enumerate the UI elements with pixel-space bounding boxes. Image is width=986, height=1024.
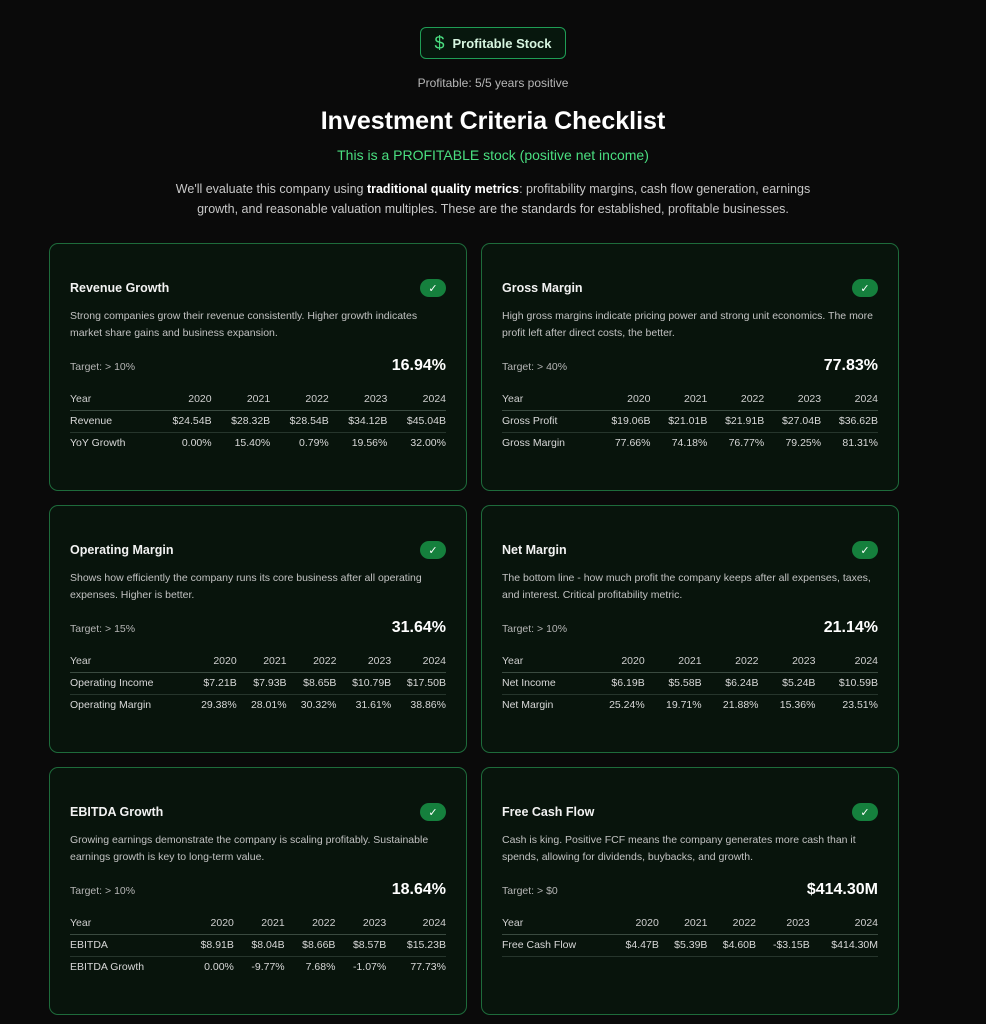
table-header-cell: 2023 <box>764 388 821 410</box>
table-header-cell: Year <box>502 912 610 934</box>
table-header-cell: 2023 <box>759 650 816 672</box>
card-title: Net Margin <box>502 543 567 557</box>
table-cell: EBITDA Growth <box>70 961 145 974</box>
target-label: Target: > 40% <box>502 361 568 373</box>
target-label: Target: > 10% <box>502 623 568 635</box>
criteria-card-ebitda-growth <box>49 767 467 1015</box>
card-title: Operating Margin <box>70 543 174 557</box>
table-cell: Revenue <box>70 410 153 432</box>
table-cell: Net Margin <box>502 699 554 712</box>
table-row <box>502 694 878 716</box>
table-cell: Net Income <box>502 672 588 694</box>
target-label: Target: > $0 <box>502 885 558 897</box>
card-title: EBITDA Growth <box>70 805 164 819</box>
table-cell: 31.61% <box>355 699 392 712</box>
table-cell: $24.54B <box>153 410 212 432</box>
profitable-stock-badge <box>420 27 567 59</box>
card-description: The bottom line - how much profit the company keeps after all expenses, taxes, and interest. Critical profitability metric. <box>502 572 871 601</box>
table-cell: 0.00% <box>204 961 234 974</box>
metric-table <box>502 650 878 716</box>
table-row <box>70 956 446 978</box>
table-cell: Operating Margin <box>70 699 152 712</box>
criteria-card-revenue-growth <box>49 243 467 491</box>
check-icon: ✓ <box>420 803 446 821</box>
check-icon: ✓ <box>420 279 446 297</box>
card-title: Free Cash Flow <box>502 805 595 819</box>
table-header-cell: 2020 <box>187 650 237 672</box>
table-header-cell: 2022 <box>270 388 329 410</box>
target-label: Target: > 15% <box>70 623 136 635</box>
table-cell: $6.24B <box>702 672 759 694</box>
target-row <box>70 619 446 637</box>
table-cell: $10.59B <box>815 672 878 694</box>
card-header <box>70 802 446 822</box>
table-cell: $7.93B <box>237 672 287 694</box>
table-cell: $4.60B <box>707 934 756 956</box>
check-icon: ✓ <box>852 541 878 559</box>
card-description: Cash is king. Positive FCF means the company generates more cash than it spends, allowing for dividends, buybacks, and growth. <box>502 834 856 863</box>
table-cell: 29.38% <box>201 699 237 712</box>
table-header-cell: 2020 <box>153 388 212 410</box>
table-cell: 15.36% <box>779 699 816 712</box>
table-header-cell: 2022 <box>702 650 759 672</box>
table-cell: $19.06B <box>594 410 651 432</box>
metric-value: 21.14% <box>823 619 878 636</box>
table-cell: $414.30M <box>810 934 878 956</box>
table-row <box>70 934 446 956</box>
table-header-cell: 2024 <box>391 650 446 672</box>
target-row <box>502 881 878 899</box>
table-cell: 28.01% <box>250 699 287 712</box>
table-cell: $15.23B <box>386 934 446 956</box>
metric-value: 77.83% <box>823 357 878 374</box>
table-header-cell: 2024 <box>386 912 446 934</box>
table-cell: $17.50B <box>391 672 446 694</box>
table-header-cell: 2020 <box>594 388 651 410</box>
table-header-row <box>70 388 446 410</box>
badge-label: Profitable Stock <box>452 35 552 51</box>
table-cell: 25.24% <box>609 699 645 712</box>
table-cell: $21.91B <box>707 410 764 432</box>
dollar-icon: $ <box>434 32 445 53</box>
table-cell: 15.40% <box>234 437 271 450</box>
table-cell: 19.56% <box>351 437 388 450</box>
table-row <box>502 432 878 454</box>
table-header-cell: 2021 <box>659 912 708 934</box>
table-cell: Free Cash Flow <box>502 934 610 956</box>
table-cell: $6.19B <box>588 672 645 694</box>
criteria-card-net-margin <box>481 505 899 753</box>
check-icon: ✓ <box>852 803 878 821</box>
card-header <box>502 802 878 822</box>
profitability-subtitle: Profitable: 5/5 years positive <box>417 76 569 90</box>
table-cell: Gross Profit <box>502 410 594 432</box>
table-header-cell: Year <box>70 388 153 410</box>
table-cell: $45.04B <box>387 410 446 432</box>
table-header-cell: 2024 <box>815 650 878 672</box>
table-cell: $4.47B <box>610 934 659 956</box>
metric-value: $414.30M <box>806 881 878 898</box>
target-row <box>70 357 446 375</box>
table-header-cell: Year <box>70 650 187 672</box>
table-header-row <box>70 912 446 934</box>
table-row <box>70 672 446 694</box>
table-cell: $8.66B <box>285 934 336 956</box>
table-cell: $8.65B <box>287 672 337 694</box>
table-header-cell: 2024 <box>387 388 446 410</box>
table-cell: Gross Margin <box>502 437 566 450</box>
table-cell: 38.86% <box>410 699 446 712</box>
table-header-cell: 2021 <box>212 388 271 410</box>
table-cell: $27.04B <box>764 410 821 432</box>
table-header-cell: Year <box>502 388 594 410</box>
table-header-cell: Year <box>70 912 183 934</box>
table-cell: 74.18% <box>671 437 708 450</box>
table-cell: 23.51% <box>842 699 878 712</box>
card-header <box>502 278 878 298</box>
table-cell: 77.66% <box>614 437 651 450</box>
target-row <box>502 357 878 375</box>
table-header-cell: 2020 <box>610 912 659 934</box>
table-cell: $5.24B <box>759 672 816 694</box>
table-cell: -$3.15B <box>756 934 810 956</box>
page-title: Investment Criteria Checklist <box>320 107 666 135</box>
table-cell: $28.54B <box>270 410 329 432</box>
table-header-cell: 2023 <box>756 912 810 934</box>
table-header-cell: 2020 <box>183 912 234 934</box>
table-cell: $34.12B <box>329 410 388 432</box>
table-row <box>502 672 878 694</box>
table-cell: 7.68% <box>305 961 336 974</box>
table-cell: YoY Growth <box>70 437 126 450</box>
table-header-cell: 2022 <box>707 388 764 410</box>
card-header <box>70 540 446 560</box>
table-cell: -9.77% <box>251 961 285 974</box>
table-cell: $8.04B <box>234 934 285 956</box>
table-header-row <box>502 912 878 934</box>
table-cell: $10.79B <box>336 672 391 694</box>
intro-text-end: : profitability margins, cash flow generation, earnings growth, and reasonable valuation multiples. These are the standards for established, profitable businesses. <box>197 182 811 216</box>
table-row <box>70 432 446 454</box>
table-row <box>70 410 446 432</box>
table-row <box>502 410 878 432</box>
table-header-cell: 2022 <box>287 650 337 672</box>
table-cell: Operating Income <box>70 672 187 694</box>
page-header <box>0 0 986 219</box>
table-cell: EBITDA <box>70 934 183 956</box>
card-header <box>502 540 878 560</box>
metric-table <box>502 388 878 454</box>
table-cell: $8.57B <box>335 934 386 956</box>
table-cell: 19.71% <box>665 699 702 712</box>
criteria-card-gross-margin <box>481 243 899 491</box>
table-header-cell: Year <box>502 650 588 672</box>
metric-table <box>70 650 446 716</box>
metric-value: 31.64% <box>391 619 446 636</box>
table-cell: 32.00% <box>410 437 446 450</box>
profit-status-line: This is a PROFITABLE stock (positive net income) <box>337 147 649 163</box>
target-row <box>70 881 446 899</box>
table-cell: $7.21B <box>187 672 237 694</box>
criteria-grid <box>49 243 899 1015</box>
table-row <box>70 694 446 716</box>
table-cell: $28.32B <box>212 410 271 432</box>
table-cell: $8.91B <box>183 934 234 956</box>
criteria-card-free-cash-flow <box>481 767 899 1015</box>
metric-table <box>70 912 446 978</box>
table-header-cell: 2020 <box>588 650 645 672</box>
intro-text-start: We'll evaluate this company using <box>175 182 367 196</box>
table-header-cell: 2021 <box>645 650 702 672</box>
table-cell: $21.01B <box>650 410 707 432</box>
table-cell: 21.88% <box>722 699 759 712</box>
table-cell: 76.77% <box>728 437 765 450</box>
table-header-cell: 2022 <box>707 912 756 934</box>
card-description: Shows how efficiently the company runs its core business after all operating expenses. Higher is better. <box>70 572 422 601</box>
table-cell: 30.32% <box>300 699 337 712</box>
table-cell: 0.79% <box>298 437 329 450</box>
table-cell: $36.62B <box>821 410 878 432</box>
table-cell: $5.39B <box>659 934 708 956</box>
table-cell: -1.07% <box>352 961 387 974</box>
table-header-cell: 2022 <box>285 912 336 934</box>
card-description: High gross margins indicate pricing power and strong unit economics. The more profit left after direct costs, the better. <box>502 310 873 339</box>
target-label: Target: > 10% <box>70 885 136 897</box>
table-row <box>502 934 878 956</box>
card-title: Gross Margin <box>502 281 583 295</box>
table-header-cell: 2024 <box>821 388 878 410</box>
table-header-cell: 2021 <box>650 388 707 410</box>
metric-value: 16.94% <box>391 357 446 374</box>
table-header-cell: 2021 <box>234 912 285 934</box>
table-header-row <box>502 650 878 672</box>
metric-table <box>502 912 878 957</box>
card-description: Strong companies grow their revenue consistently. Higher growth indicates market share gains and business expansion. <box>70 310 418 339</box>
table-header-cell: 2021 <box>237 650 287 672</box>
table-header-cell: 2023 <box>336 650 391 672</box>
target-label: Target: > 10% <box>70 361 136 373</box>
intro-text-bold: traditional quality metrics <box>366 182 520 196</box>
table-cell: 81.31% <box>842 437 878 450</box>
table-header-row <box>70 650 446 672</box>
table-header-cell: 2024 <box>810 912 878 934</box>
check-icon: ✓ <box>420 541 446 559</box>
table-cell: 79.25% <box>785 437 822 450</box>
target-row <box>502 619 878 637</box>
card-description: Growing earnings demonstrate the company is scaling profitably. Sustainable earnings growth is key to long-term value. <box>70 834 429 863</box>
metric-value: 18.64% <box>391 881 446 898</box>
table-header-cell: 2023 <box>335 912 386 934</box>
card-title: Revenue Growth <box>70 281 170 295</box>
table-cell: 0.00% <box>181 437 212 450</box>
criteria-card-operating-margin <box>49 505 467 753</box>
table-cell: 77.73% <box>410 961 446 974</box>
table-header-cell: 2023 <box>329 388 388 410</box>
table-cell: $5.58B <box>645 672 702 694</box>
card-header <box>70 278 446 298</box>
metric-table <box>70 388 446 454</box>
table-header-row <box>502 388 878 410</box>
check-icon: ✓ <box>852 279 878 297</box>
intro-paragraph <box>163 179 823 219</box>
